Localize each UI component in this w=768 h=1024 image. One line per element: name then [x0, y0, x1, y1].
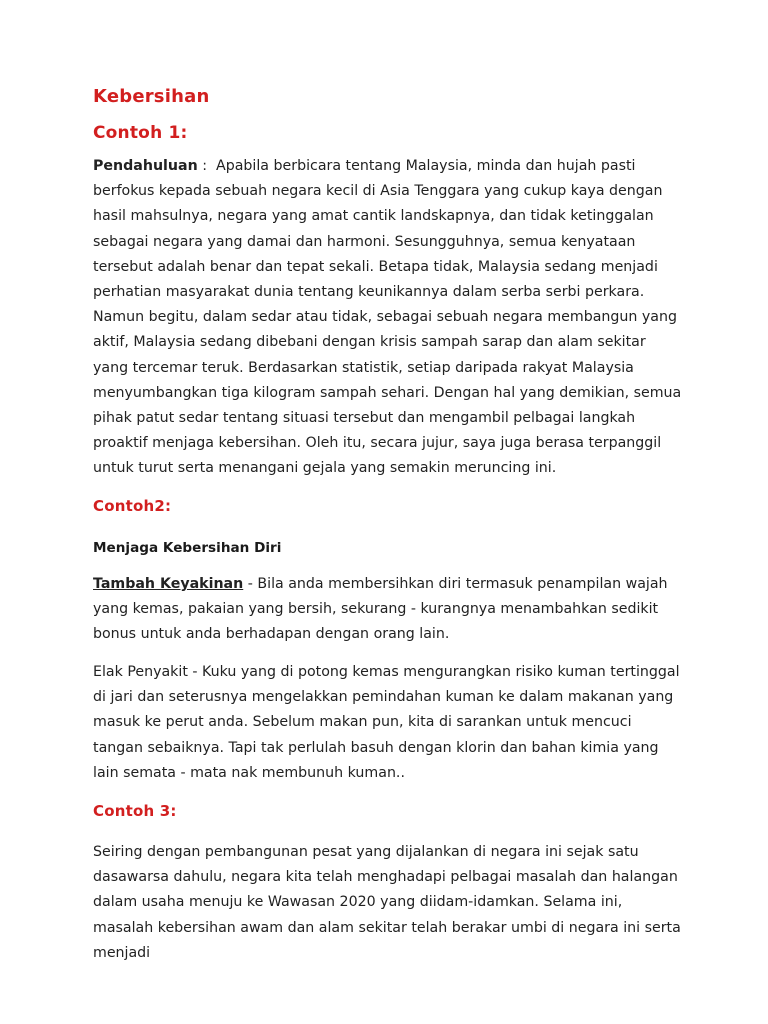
contoh-3-heading: Contoh 3: [93, 802, 177, 820]
pendahuluan-label: Pendahuluan [93, 158, 198, 174]
contoh-3-paragraph: Seiring dengan pembangunan pesat yang dijalankan di negara ini sejak satu dasawarsa dahulu, negara kita telah menghadapi pelbagai masalah dan halangan dalam usaha menuju ke Wawasan 2020 yang diidam-idamkan. Selama ini, masalah kebersihan awam dan alam sekitar telah berakar umbi di negara ini serta menjadi [93, 844, 681, 961]
contoh-1-heading: Contoh 1: [93, 123, 188, 143]
document-title: Kebersihan [93, 86, 210, 107]
tambah-keyakinan-label: Tambah Keyakinan [93, 576, 244, 592]
tambah-keyakinan-paragraph [93, 572, 683, 648]
pendahuluan-separator: : [197, 158, 217, 174]
contoh-2-subheading: Menjaga Kebersihan Diri [93, 540, 282, 556]
contoh-2-heading: Contoh2: [93, 497, 172, 515]
contoh-1-paragraph [93, 154, 683, 482]
tambah-keyakinan-text: - Bila anda membersihkan diri termasuk penampilan wajah yang kemas, pakaian yang bersih, sekurang - kurangnya menambahkan sedikit bonus untuk anda berhadapan dengan orang lain. [93, 576, 668, 643]
elak-penyakit-paragraph: Elak Penyakit - Kuku yang di potong kemas mengurangkan risiko kuman tertinggal di jari dan seterusnya mengelakkan pemindahan kuman ke dalam makanan yang masuk ke perut anda. Sebelum makan pun, kita di sarankan untuk mencuci tangan sebaiknya. Tapi tak perlulah basuh dengan klorin dan bahan kimia yang lain semata - mata nak membunuh kuman.. [93, 664, 680, 781]
pendahuluan-text: Apabila berbicara tentang Malaysia, minda dan hujah pasti berfokus kepada sebuah negara kecil di Asia Tenggara yang cukup kaya dengan hasil mahsulnya, negara yang amat cantik landskapnya, dan tidak ketinggalan sebagai negara yang damai dan harmoni. Sesungguhnya, semua kenyataan tersebut adalah benar dan tepat sekali. Betapa tidak, Malaysia sedang menjadi perhatian masyarakat dunia tentang keunikannya dalam serba serbi perkara. Namun begitu, dalam sedar atau tidak, sebagai sebuah negara membangun yang aktif, Malaysia sedang dibebani dengan krisis sampah sarap dan alam sekitar yang tercemar teruk. Berdasarkan statistik, setiap daripada rakyat Malaysia menyumbangkan tiga kilogram sampah sehari. Dengan hal yang demikian, semua pihak patut sedar tentang situasi tersebut dan mengambil pelbagai langkah proaktif menjaga kebersihan. Oleh itu, secara jujur, saya juga berasa terpanggil untuk turut serta menangani gejala yang semakin meruncing ini. [93, 158, 682, 477]
